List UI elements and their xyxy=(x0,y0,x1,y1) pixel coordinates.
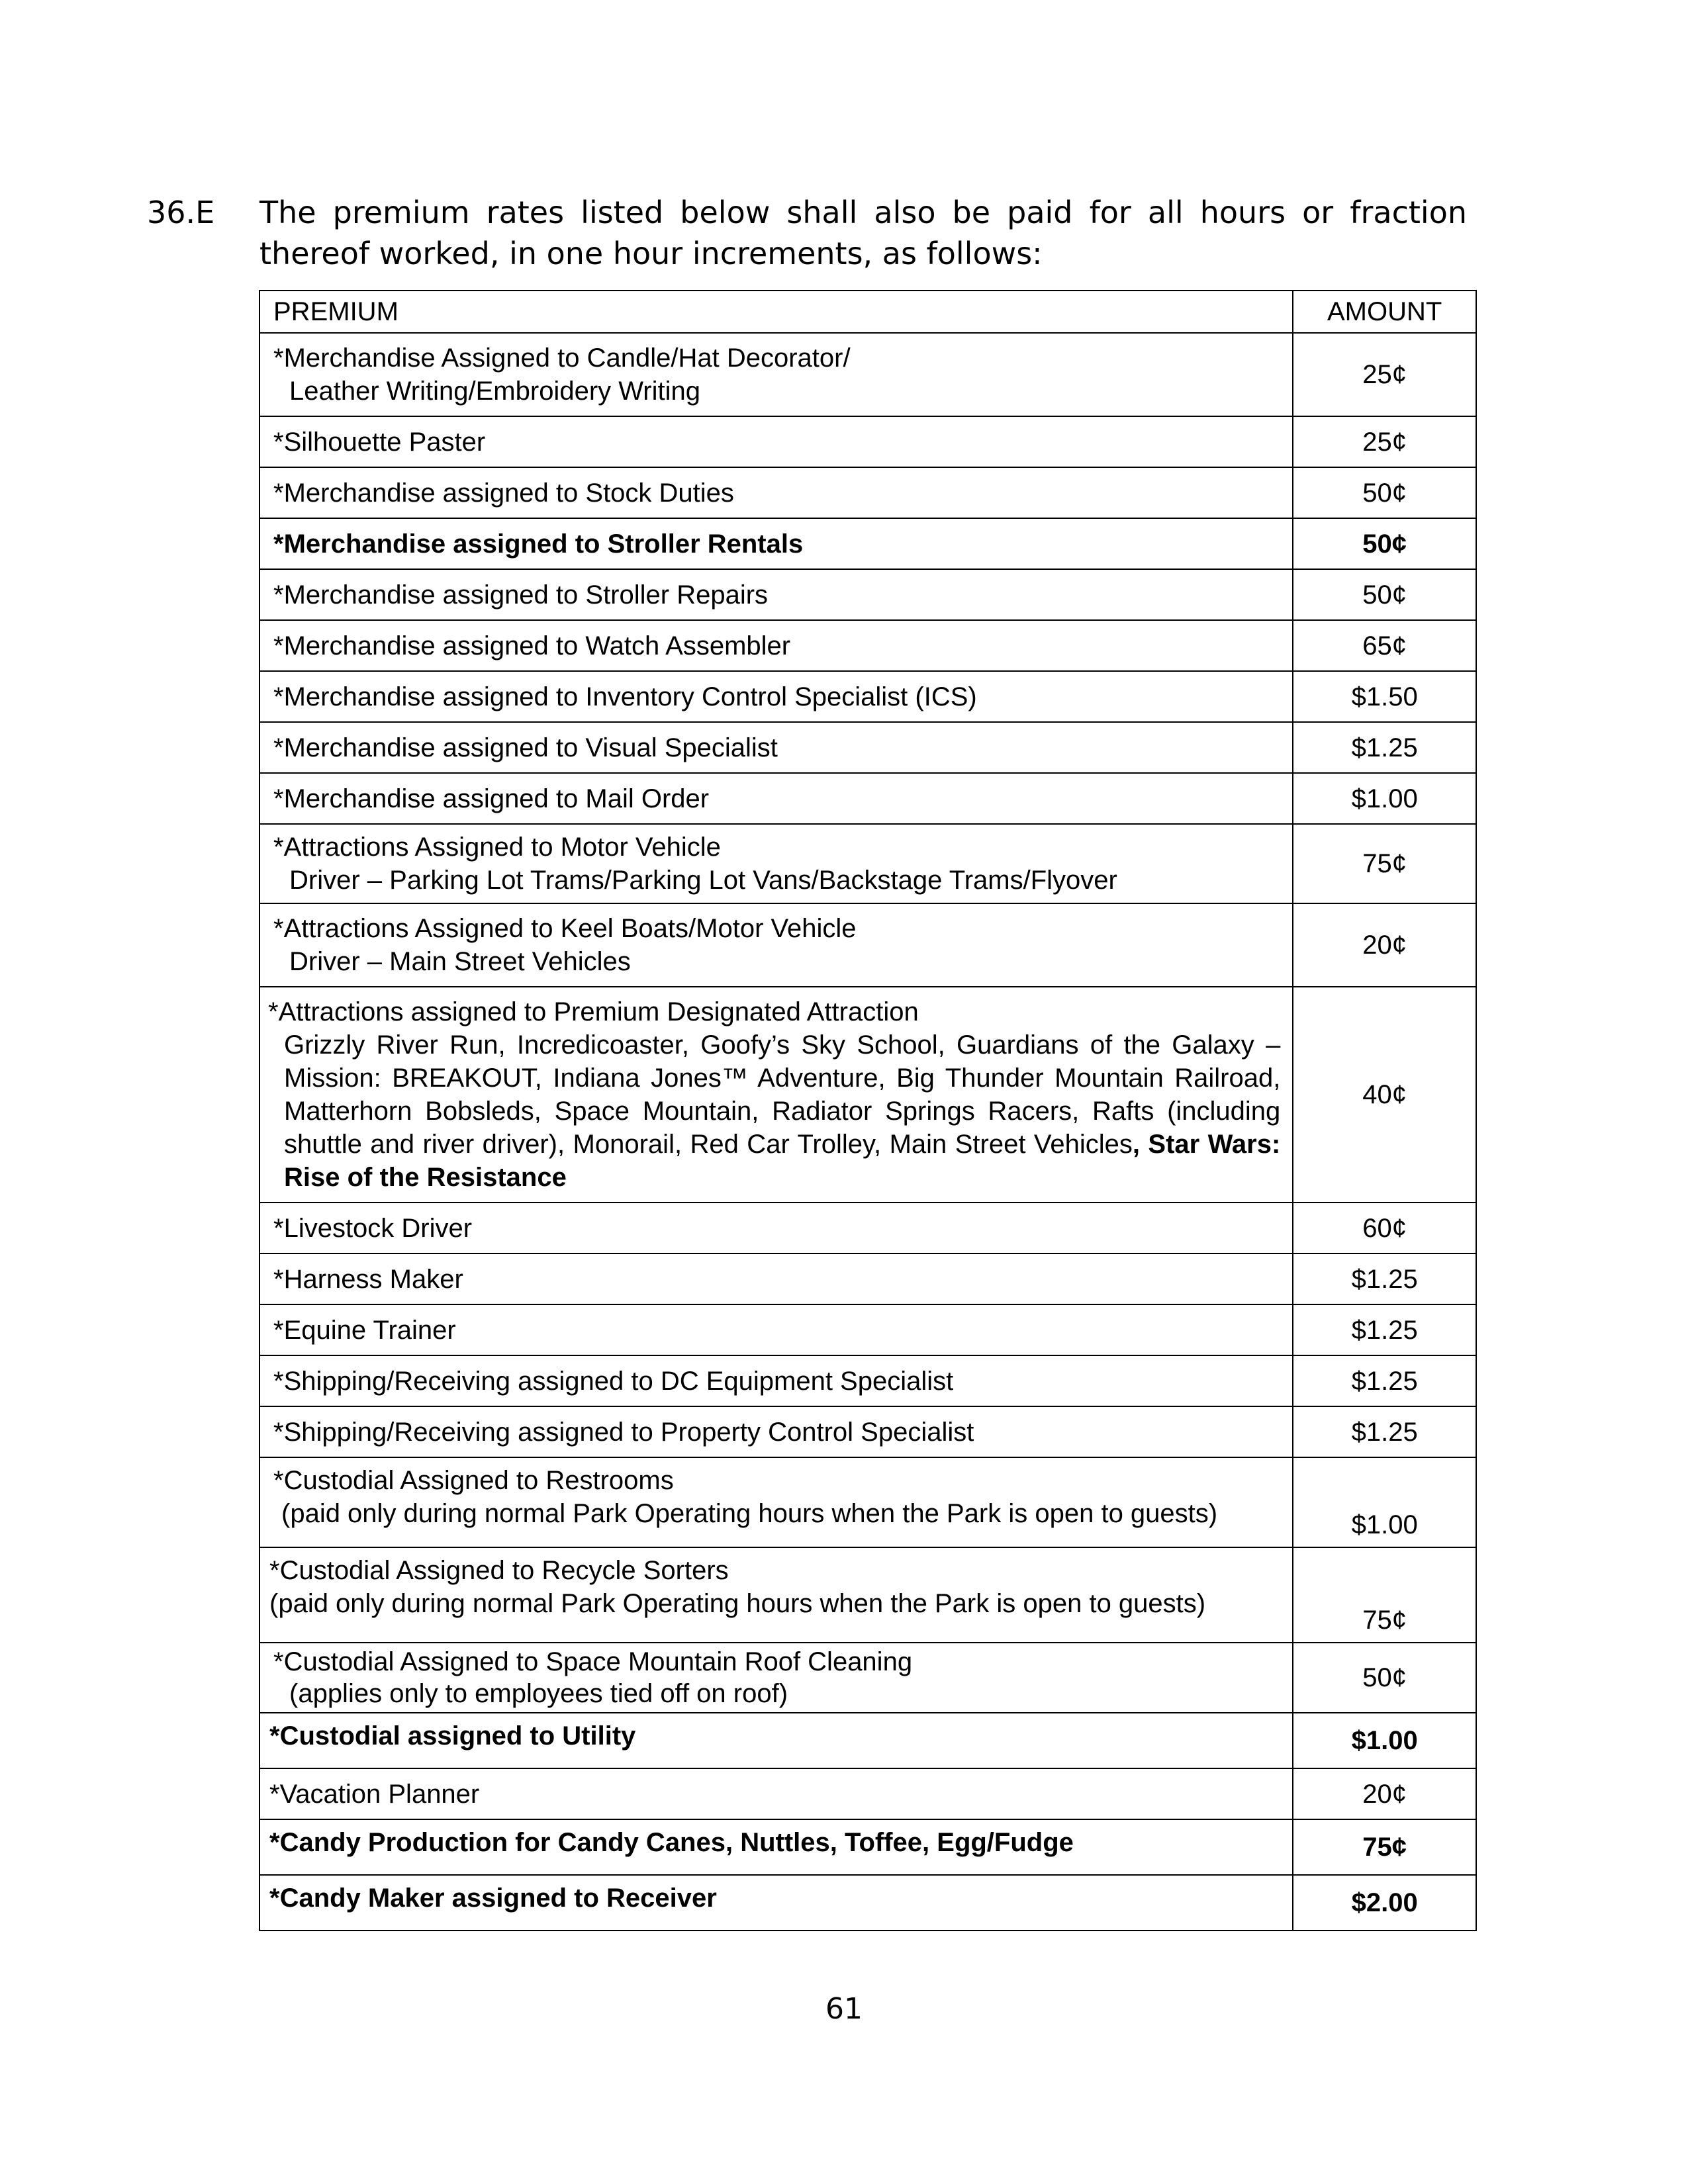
table-row xyxy=(259,1819,1476,1875)
table-row xyxy=(259,333,1476,416)
premium-sublabel: Leather Writing/Embroidery Writing xyxy=(289,377,700,406)
premium-label: *Merchandise assigned to Stock Duties xyxy=(259,467,1293,518)
premium-sublabel: (paid only during normal Park Operating hours when the Park is open to guests) xyxy=(269,1589,1206,1618)
amount-cell: $1.25 xyxy=(1293,1406,1476,1457)
amount-cell: 60¢ xyxy=(1293,1203,1476,1253)
premium-label: *Silhouette Paster xyxy=(259,416,1293,467)
premium-label: *Merchandise assigned to Visual Specialist xyxy=(259,722,1293,773)
premium-label: *Merchandise assigned to Stroller Rentals xyxy=(259,518,1293,569)
table-row xyxy=(259,903,1476,987)
premium-label: *Livestock Driver xyxy=(259,1203,1293,1253)
amount-cell: 75¢ xyxy=(1293,824,1476,903)
table-row xyxy=(259,1547,1476,1643)
premium-label: *Custodial Assigned to Recycle Sorters xyxy=(269,1556,729,1585)
amount-column-header: AMOUNT xyxy=(1293,291,1476,333)
premium-cell xyxy=(259,1643,1293,1713)
premium-sublabel: Driver – Main Street Vehicles xyxy=(289,947,631,976)
attraction-list: Grizzly River Run, Incredicoaster, Goofy’s Sky School, Guardians of the Galaxy – Mission: BREAKOUT, Indiana Jones™ Adventure, Big Thunder Mountain Railroad, Matterhorn Bobsleds, Space Mountain, Radiator Springs Racers, Rafts (including shuttle and river driver), Monorail, Red Car Trolley, Main Street Vehicles xyxy=(284,1030,1281,1159)
premium-label: *Attractions Assigned to Motor Vehicle xyxy=(273,833,721,862)
amount-cell: 25¢ xyxy=(1293,333,1476,416)
table-row xyxy=(259,467,1476,518)
amount-cell: 20¢ xyxy=(1293,1768,1476,1819)
table-row xyxy=(259,671,1476,722)
amount-cell: 40¢ xyxy=(1293,987,1476,1203)
premium-rates-table xyxy=(259,290,1477,1931)
premium-cell xyxy=(259,333,1293,416)
premium-label: *Custodial Assigned to Restrooms xyxy=(273,1466,674,1495)
amount-cell: $1.25 xyxy=(1293,1355,1476,1406)
table-row xyxy=(259,416,1476,467)
amount-cell: $1.50 xyxy=(1293,671,1476,722)
page-number: 61 xyxy=(825,1992,863,2026)
table-row xyxy=(259,1768,1476,1819)
table-header-row xyxy=(259,291,1476,333)
premium-label: *Candy Maker assigned to Receiver xyxy=(259,1875,1293,1931)
table-row xyxy=(259,824,1476,903)
attraction-list-bold: , Star Wars: Rise of the Resistance xyxy=(284,1130,1281,1192)
amount-cell: 20¢ xyxy=(1293,903,1476,987)
premium-label: *Merchandise assigned to Inventory Control Specialist (ICS) xyxy=(259,671,1293,722)
amount-cell: $1.25 xyxy=(1293,722,1476,773)
table-row xyxy=(259,1643,1476,1713)
section-number: 36.E xyxy=(147,195,215,230)
amount-cell: 75¢ xyxy=(1293,1547,1476,1643)
premium-sublabel: (applies only to employees tied off on roof) xyxy=(289,1679,788,1708)
table-row xyxy=(259,1203,1476,1253)
amount-cell: 25¢ xyxy=(1293,416,1476,467)
premium-label: *Merchandise assigned to Mail Order xyxy=(259,773,1293,824)
amount-cell: $1.25 xyxy=(1293,1304,1476,1355)
premium-label: *Vacation Planner xyxy=(259,1768,1293,1819)
premium-cell xyxy=(259,903,1293,987)
table-row xyxy=(259,1457,1476,1547)
amount-cell: 50¢ xyxy=(1293,1643,1476,1713)
amount-cell: $1.00 xyxy=(1293,1457,1476,1547)
table-row xyxy=(259,620,1476,671)
table-row xyxy=(259,1253,1476,1304)
amount-cell: $1.00 xyxy=(1293,1713,1476,1768)
premium-sublabel: (paid only during normal Park Operating hours when the Park is open to guests) xyxy=(281,1499,1218,1528)
premium-sublabel xyxy=(268,1028,1280,1194)
amount-cell: $2.00 xyxy=(1293,1875,1476,1931)
amount-cell: 75¢ xyxy=(1293,1819,1476,1875)
premium-cell xyxy=(259,1547,1293,1643)
table-row xyxy=(259,722,1476,773)
table-row xyxy=(259,1355,1476,1406)
amount-cell: 50¢ xyxy=(1293,518,1476,569)
premium-label: *Merchandise assigned to Stroller Repairs xyxy=(259,569,1293,620)
premium-label: *Custodial Assigned to Space Mountain Roof Cleaning xyxy=(273,1647,913,1676)
premium-label: *Candy Production for Candy Canes, Nuttles, Toffee, Egg/Fudge xyxy=(259,1819,1293,1875)
table-row xyxy=(259,1406,1476,1457)
premium-label: *Equine Trainer xyxy=(259,1304,1293,1355)
table-row xyxy=(259,1304,1476,1355)
premium-cell xyxy=(259,1457,1293,1547)
premium-cell xyxy=(259,987,1293,1203)
premium-column-header: PREMIUM xyxy=(259,291,1293,333)
premium-label: *Attractions Assigned to Keel Boats/Motor Vehicle xyxy=(273,914,857,943)
premium-cell xyxy=(259,824,1293,903)
table-row xyxy=(259,518,1476,569)
table-row xyxy=(259,773,1476,824)
table-row xyxy=(259,1713,1476,1768)
section-intro-text: The premium rates listed below shall also be paid for all hours or fraction thereof worked, in one hour increments, as follows: xyxy=(259,195,1467,271)
table-row xyxy=(259,987,1476,1203)
premium-sublabel: Driver – Parking Lot Trams/Parking Lot Vans/Backstage Trams/Flyover xyxy=(289,866,1117,895)
amount-cell: 50¢ xyxy=(1293,467,1476,518)
table-row xyxy=(259,1875,1476,1931)
amount-cell: $1.00 xyxy=(1293,773,1476,824)
premium-label: *Shipping/Receiving assigned to Property Control Specialist xyxy=(259,1406,1293,1457)
premium-label: *Custodial assigned to Utility xyxy=(259,1713,1293,1768)
premium-label: *Harness Maker xyxy=(259,1253,1293,1304)
table-row xyxy=(259,569,1476,620)
premium-label: *Merchandise Assigned to Candle/Hat Decorator/ xyxy=(273,343,851,373)
amount-cell: 50¢ xyxy=(1293,569,1476,620)
premium-label: *Merchandise assigned to Watch Assembler xyxy=(259,620,1293,671)
premium-label: *Shipping/Receiving assigned to DC Equipment Specialist xyxy=(259,1355,1293,1406)
amount-cell: 65¢ xyxy=(1293,620,1476,671)
amount-cell: $1.25 xyxy=(1293,1253,1476,1304)
premium-label: *Attractions assigned to Premium Designated Attraction xyxy=(268,997,919,1026)
